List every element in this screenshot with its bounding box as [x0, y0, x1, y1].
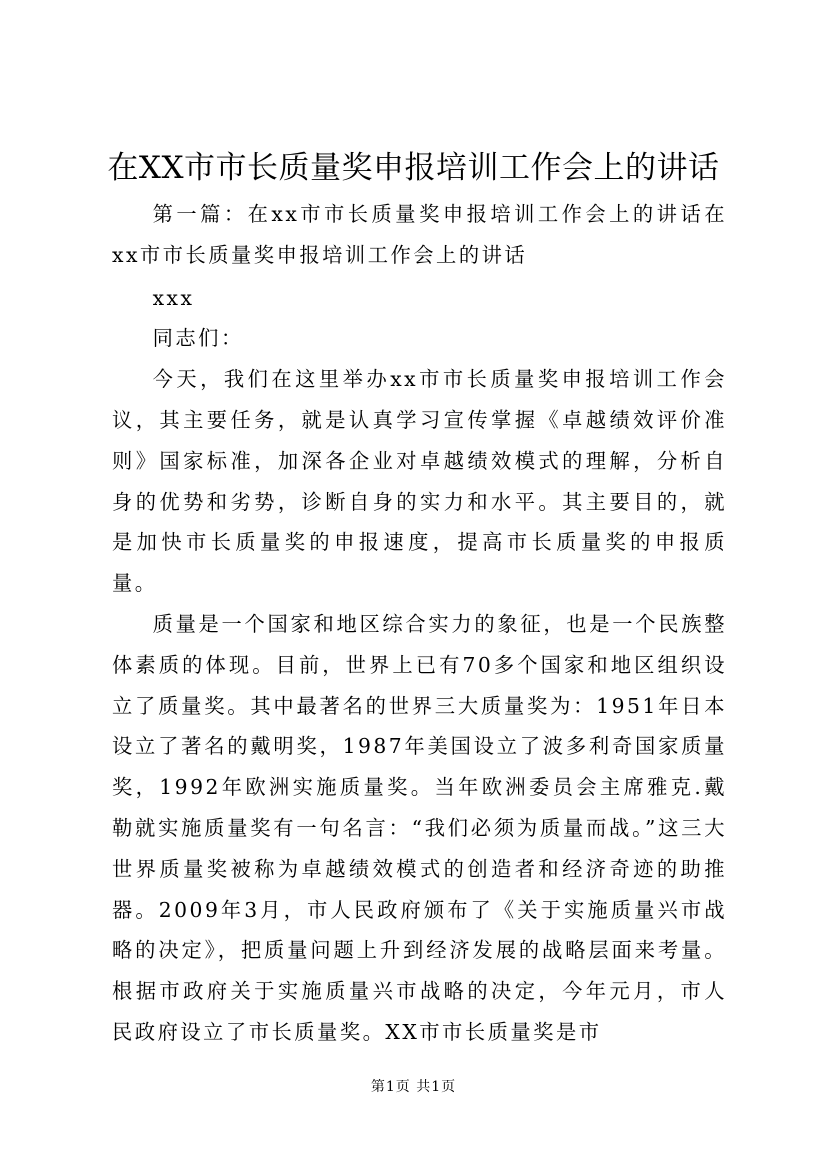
- document-title: 在XX市市长质量奖申报培训工作会上的讲话: [107, 150, 720, 186]
- paragraph-quality: 质量是一个国家和地区综合实力的象征，也是一个民族整体素质的体现。目前，世界上已有70多个国家和地区组织设立了质量奖。其中最著名的世界三大质量奖为：1951年日本设立了著名的戴明奖，1987年美国设立了波多利奇国家质量奖，1992年欧洲实施质量奖。当年欧洲委员会主席雅克.戴勒就实施质量奖有一句名言：“我们必须为质量而战。”这三大世界质量奖被称为卓越绩效模式的创造者和经济奇迹的助推器。2009年3月，市人民政府颁布了《关于实施质量兴市战略的决定》，把质量问题上升到经济发展的战略层面来考量。根据市政府关于实施质量兴市战略的决定，今年元月，市人民政府设立了市长质量奖。XX市市长质量奖是市: [112, 611, 727, 1044]
- paragraph-heading: 第一篇：在xx市市长质量奖申报培训工作会上的讲话在xx市市长质量奖申报培训工作会上的讲话: [112, 202, 727, 267]
- page-footer: [0, 1077, 827, 1097]
- paragraph-intro: 今天，我们在这里举办xx市市长质量奖申报培训工作会议，其主要任务，就是认真学习宣传掌握《卓越绩效评价准则》国家标准，加深各企业对卓越绩效模式的理解，分析自身的优势和劣势，诊断自身的实力和水平。其主要目的，就是加快市长质量奖的申报速度，提高市长质量奖的申报质量。: [112, 367, 727, 596]
- document-body: [112, 194, 727, 1053]
- paragraph-salutation: 同志们：: [152, 326, 244, 351]
- page-number: 第1页 共1页: [370, 1079, 457, 1095]
- paragraph-speaker: xxx: [152, 285, 195, 310]
